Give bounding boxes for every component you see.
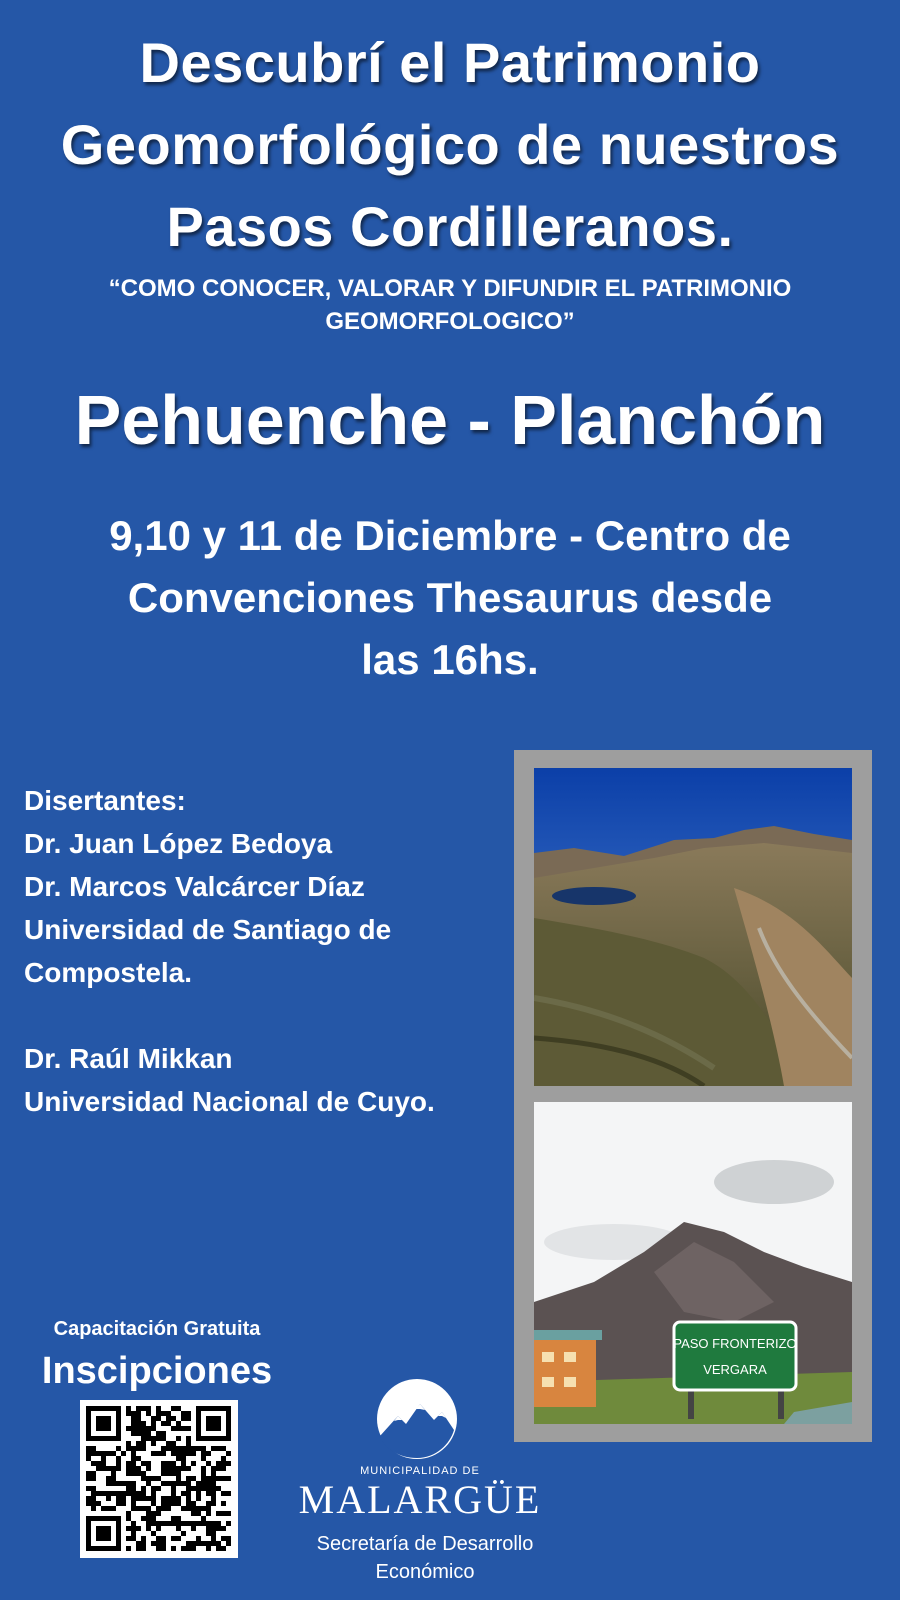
speakers-heading: Disertantes: bbox=[24, 785, 186, 816]
municipality-name: MALARGÜE bbox=[298, 1477, 542, 1522]
speaker-line: Dr. Juan López Bedoya bbox=[24, 828, 333, 859]
date-line: Convenciones Thesaurus desde bbox=[127, 574, 773, 621]
title-line: Descubrí el Patrimonio bbox=[139, 31, 761, 94]
speaker-line: Universidad de Santiago de bbox=[24, 914, 392, 945]
secretaria-name bbox=[280, 1530, 570, 1586]
mountain-valley-photo bbox=[534, 768, 852, 1086]
municipality-label: MUNICIPALIDAD DE bbox=[360, 1465, 480, 1477]
date-line: las 16hs. bbox=[361, 636, 539, 683]
speaker-line: Dr. Raúl Mikkan bbox=[24, 1043, 233, 1074]
subtitle-line: “COMO CONOCER, VALORAR Y DIFUNDIR EL PATRIMONIO bbox=[108, 275, 792, 302]
secretaria-line: Secretaría de Desarrollo bbox=[316, 1533, 534, 1555]
sign-line-1: PASO FRONTERIZO bbox=[673, 1336, 797, 1351]
date-line: 9,10 y 11 de Diciembre - Centro de bbox=[109, 512, 791, 559]
poster-subtitle bbox=[40, 272, 860, 338]
registration-qr-code[interactable] bbox=[80, 1400, 238, 1558]
sign-line-2: VERGARA bbox=[703, 1362, 767, 1377]
secretaria-line: Económico bbox=[375, 1561, 475, 1583]
speaker-line: Universidad Nacional de Cuyo. bbox=[24, 1086, 435, 1117]
speaker-line: Dr. Marcos Valcárcer Díaz bbox=[24, 871, 365, 902]
title-line: Geomorfológico de nuestros bbox=[60, 113, 840, 176]
photo-frame bbox=[514, 750, 872, 1442]
speaker-line: Compostela. bbox=[24, 957, 193, 988]
municipality-logo-icon bbox=[376, 1378, 458, 1460]
event-dates bbox=[30, 505, 870, 691]
title-line: Pasos Cordilleranos. bbox=[166, 195, 734, 258]
subtitle-line: GEOMORFOLOGICO” bbox=[325, 308, 575, 335]
speakers-list bbox=[24, 779, 504, 1123]
border-sign-photo bbox=[534, 1102, 852, 1424]
registration-title: Inscipciones bbox=[41, 1350, 273, 1392]
free-training-label: Capacitación Gratuita bbox=[53, 1318, 261, 1340]
pass-name: Pehuenche - Planchón bbox=[74, 381, 826, 459]
poster-title bbox=[20, 22, 880, 268]
